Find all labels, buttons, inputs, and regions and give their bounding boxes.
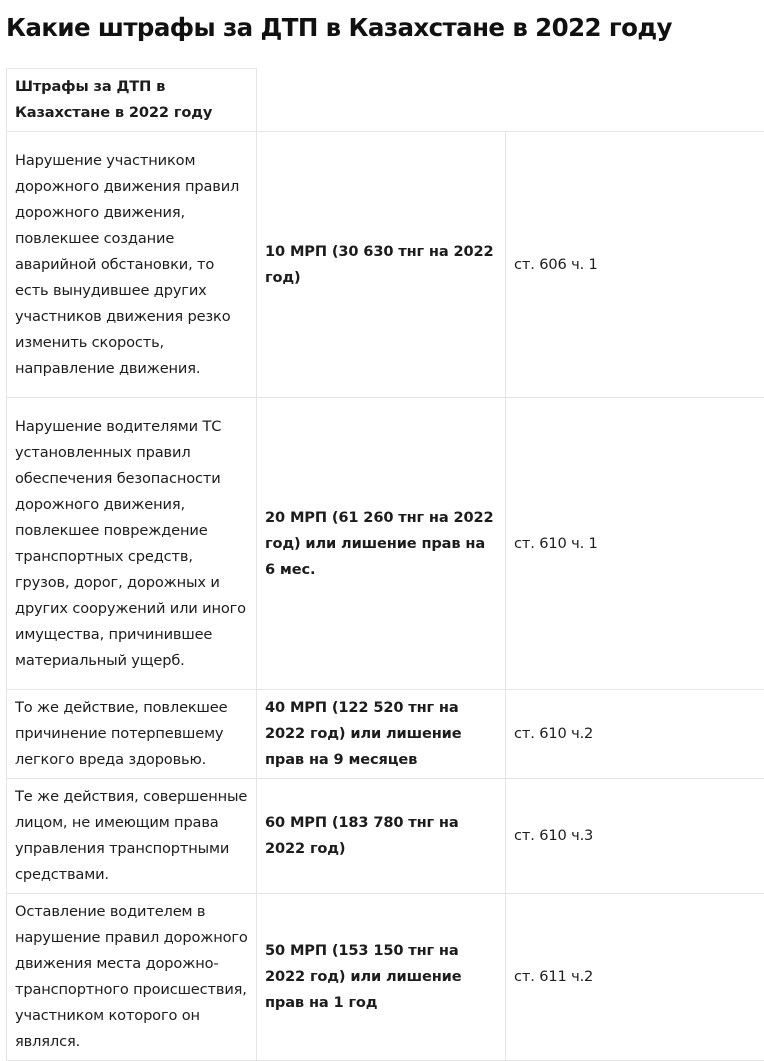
violation-cell: То же действие, повлекшее причинение потерпевшему легкого вреда здоровью. xyxy=(7,690,257,779)
table-row xyxy=(7,690,764,779)
fine-cell: 20 МРП (61 260 тнг на 2022 год) или лишение прав на 6 мес. xyxy=(257,398,506,690)
table-row xyxy=(7,398,764,690)
article-cell: ст. 610 ч.3 xyxy=(506,779,764,894)
table-row xyxy=(7,894,764,1061)
fine-cell: 60 МРП (183 780 тнг на 2022 год) xyxy=(257,779,506,894)
violation-cell: Оставление водителем в нарушение правил дорожного движения места дорожно-транспортного происшествия, участником которого он являлся. xyxy=(7,894,257,1061)
fine-cell: 40 МРП (122 520 тнг на 2022 год) или лишение прав на 9 месяцев xyxy=(257,690,506,779)
table-header-row xyxy=(7,69,764,132)
fines-table xyxy=(6,68,764,1061)
table-row xyxy=(7,779,764,894)
fine-cell: 50 МРП (153 150 тнг на 2022 год) или лишение прав на 1 год xyxy=(257,894,506,1061)
violation-cell: Те же действия, совершенные лицом, не имеющим права управления транспортными средствами. xyxy=(7,779,257,894)
fine-cell: 10 МРП (30 630 тнг на 2022 год) xyxy=(257,132,506,398)
violation-cell: Нарушение участником дорожного движения правил дорожного движения, повлекшее создание аварийной обстановки, то есть вынудившее других участников движения резко изменить скорость, направление движения. xyxy=(7,132,257,398)
table-header-empty-cell xyxy=(257,69,764,132)
article-cell: ст. 610 ч.2 xyxy=(506,690,764,779)
violation-cell: Нарушение водителями ТС установленных правил обеспечения безопасности дорожного движения, повлекшее повреждение транспортных средств, грузов, дорог, дорожных и других сооружений или иного имущества, причинившее материальный ущерб. xyxy=(7,398,257,690)
article-cell: ст. 611 ч.2 xyxy=(506,894,764,1061)
page-title: Какие штрафы за ДТП в Казахстане в 2022 году xyxy=(6,10,672,46)
table-header-cell: Штрафы за ДТП в Казахстане в 2022 году xyxy=(7,69,257,132)
article-cell: ст. 606 ч. 1 xyxy=(506,132,764,398)
table-row xyxy=(7,132,764,398)
article-cell: ст. 610 ч. 1 xyxy=(506,398,764,690)
